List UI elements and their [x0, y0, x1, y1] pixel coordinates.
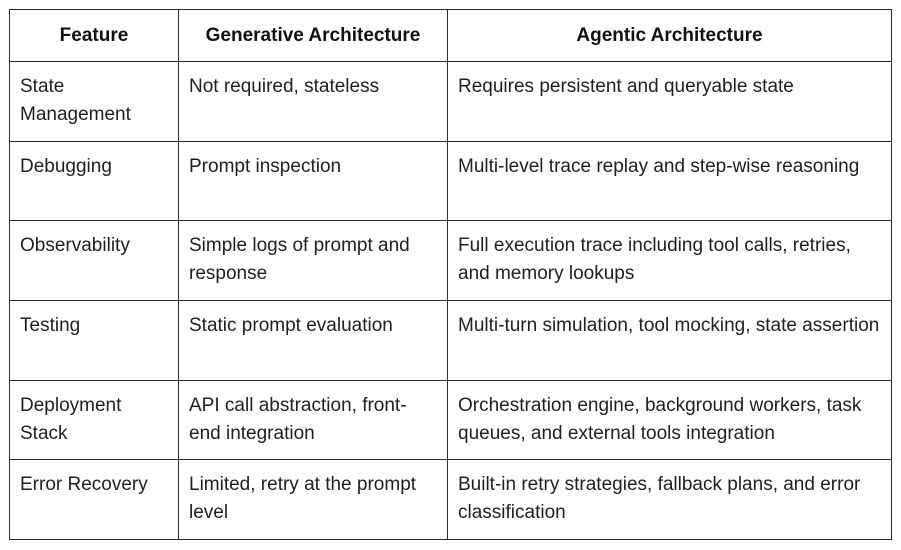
- feature-cell: Error Recovery: [10, 460, 179, 540]
- feature-cell: Testing: [10, 301, 179, 381]
- agentic-cell: Requires persistent and queryable state: [448, 62, 892, 142]
- generative-cell: Static prompt evaluation: [179, 301, 448, 381]
- header-feature: Feature: [10, 10, 179, 62]
- table-row: [10, 221, 892, 301]
- table-row: [10, 141, 892, 221]
- generative-cell: Not required, stateless: [179, 62, 448, 142]
- agentic-cell: Multi-level trace replay and step-wise reasoning: [448, 141, 892, 221]
- feature-cell: Deployment Stack: [10, 380, 179, 460]
- table-row: [10, 460, 892, 540]
- generative-cell: Prompt inspection: [179, 141, 448, 221]
- agentic-cell: Built-in retry strategies, fallback plans, and error classification: [448, 460, 892, 540]
- comparison-table: [9, 9, 892, 540]
- header-row: [10, 10, 892, 62]
- agentic-cell: Multi-turn simulation, tool mocking, state assertion: [448, 301, 892, 381]
- header-agentic-architecture: Agentic Architecture: [448, 10, 892, 62]
- table-row: [10, 380, 892, 460]
- table-header: [10, 10, 892, 62]
- header-generative-architecture: Generative Architecture: [179, 10, 448, 62]
- agentic-cell: Orchestration engine, background workers, task queues, and external tools integration: [448, 380, 892, 460]
- table-body: [10, 62, 892, 540]
- generative-cell: Limited, retry at the prompt level: [179, 460, 448, 540]
- generative-cell: API call abstraction, front-end integration: [179, 380, 448, 460]
- generative-cell: Simple logs of prompt and response: [179, 221, 448, 301]
- table-row: [10, 62, 892, 142]
- feature-cell: Debugging: [10, 141, 179, 221]
- feature-cell: State Management: [10, 62, 179, 142]
- agentic-cell: Full execution trace including tool calls, retries, and memory lookups: [448, 221, 892, 301]
- feature-cell: Observability: [10, 221, 179, 301]
- table-row: [10, 301, 892, 381]
